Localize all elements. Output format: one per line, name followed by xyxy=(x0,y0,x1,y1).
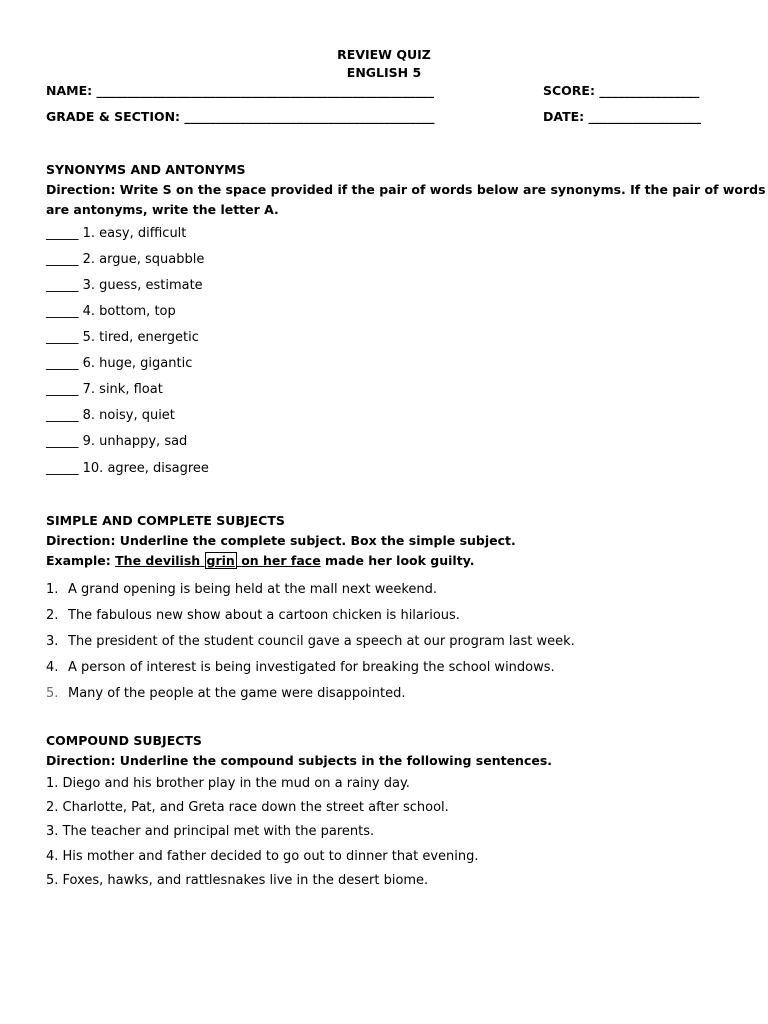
list-item: 4. His mother and father decided to go out to dinner that evening. xyxy=(46,849,479,864)
list-item: 1. Diego and his brother play in the mud on a rainy day. xyxy=(46,776,410,791)
example-label: Example: xyxy=(46,553,111,568)
grade-section-field-label: GRADE & SECTION: ________________________________________ xyxy=(46,109,435,124)
list-item: _____ 7. sink, float xyxy=(46,382,163,397)
list-item: _____ 2. argue, squabble xyxy=(46,252,205,267)
list-item xyxy=(46,582,437,597)
list-item: _____ 10. agree, disagree xyxy=(46,461,209,476)
quiz-title: REVIEW QUIZ xyxy=(337,47,431,62)
item-text: A grand opening is being held at the mall next weekend. xyxy=(68,582,438,597)
section2-example xyxy=(46,553,474,568)
section2-direction: Direction: Underline the complete subject. Box the simple subject. xyxy=(46,533,516,548)
example-period: . xyxy=(469,553,475,568)
section1-direction-line1: Direction: Write S on the space provided if the pair of words below are synonyms. If the pair of words xyxy=(46,182,766,197)
section-heading-compound-subjects: COMPOUND SUBJECTS xyxy=(46,733,202,748)
item-number: 1. xyxy=(46,582,59,597)
example-subject-start: The devilish xyxy=(115,553,201,568)
list-item: _____ 1. easy, difficult xyxy=(46,226,187,241)
list-item: 5. Foxes, hawks, and rattlesnakes live in the desert biome. xyxy=(46,873,429,888)
list-item: _____ 4. bottom, top xyxy=(46,304,176,319)
item-text: Many of the people at the game were disappointed. xyxy=(68,686,406,701)
example-complete-subject xyxy=(115,552,321,569)
section3-direction: Direction: Underline the compound subjects in the following sentences. xyxy=(46,753,553,768)
list-item xyxy=(46,660,555,675)
item-text: A person of interest is being investigated for breaking the school windows. xyxy=(68,660,555,675)
example-subject-end: on her face xyxy=(241,553,321,568)
section-heading-simple-complete-subjects: SIMPLE AND COMPLETE SUBJECTS xyxy=(46,513,285,528)
section1-direction-line2: are antonyms, write the letter A. xyxy=(46,202,279,217)
section-heading-synonyms-antonyms: SYNONYMS AND ANTONYMS xyxy=(46,162,246,177)
item-number: 4. xyxy=(46,660,59,675)
example-predicate: made her look guilty xyxy=(325,553,470,568)
list-item: 3. The teacher and principal met with the parents. xyxy=(46,824,375,839)
list-item: 2. Charlotte, Pat, and Greta race down the street after school. xyxy=(46,800,449,815)
list-item xyxy=(46,686,405,701)
list-item: _____ 8. noisy, quiet xyxy=(46,408,175,423)
list-item: _____ 5. tired, energetic xyxy=(46,330,199,345)
list-item xyxy=(46,608,460,623)
score-field-label: SCORE: ________________ xyxy=(543,83,700,98)
example-simple-subject-box: grin xyxy=(206,553,235,568)
quiz-subtitle: ENGLISH 5 xyxy=(346,65,422,80)
list-item xyxy=(46,634,575,649)
item-number: 5. xyxy=(46,686,59,701)
name-field-label: NAME: ______________________________________________________ xyxy=(46,83,434,98)
date-field-label: DATE: __________________ xyxy=(543,109,701,124)
item-text: The president of the student council gave a speech at our program last week. xyxy=(68,634,575,649)
list-item: _____ 3. guess, estimate xyxy=(46,278,203,293)
list-item: _____ 6. huge, gigantic xyxy=(46,356,193,371)
item-number: 2. xyxy=(46,608,59,623)
item-text: The fabulous new show about a cartoon chicken is hilarious. xyxy=(68,608,460,623)
list-item: _____ 9. unhappy, sad xyxy=(46,434,188,449)
item-number: 3. xyxy=(46,634,59,649)
